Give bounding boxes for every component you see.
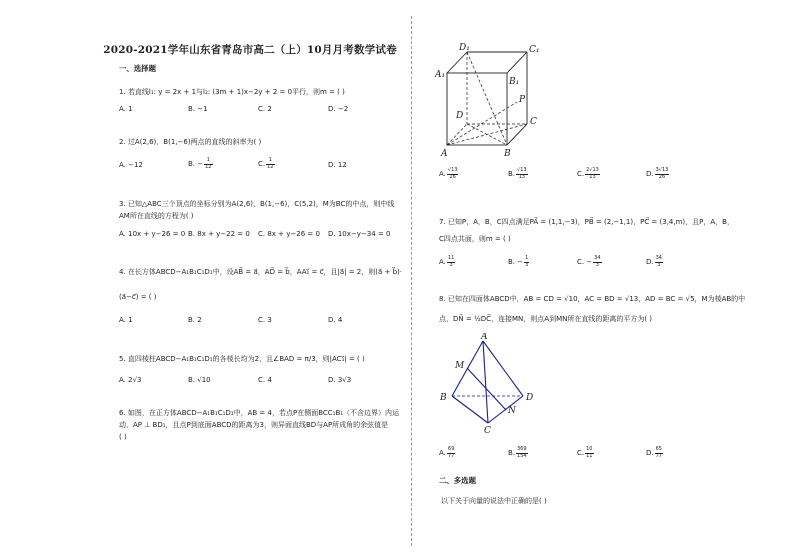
q7-b-prefix: B. − xyxy=(508,258,524,266)
exam-title: 2020-2021学年山东省青岛市高二（上）10月月考数学试卷 xyxy=(103,44,397,56)
question-5-stem: 5. 直四棱柱ABCD−A₁B₁C₁D₁的各棱长均为2，且∠BAD = π/3，则|AC₁⃗| = ( ) xyxy=(119,355,365,363)
q6-c-num: 2√13 xyxy=(586,167,599,173)
q3-option-c[interactable]: C. 8x + y−26 = 0 xyxy=(258,230,320,238)
q8-a-den: 77 xyxy=(447,452,455,459)
cube-hidden-ad xyxy=(447,124,467,145)
q7-d-prefix: D. xyxy=(646,258,654,266)
tetra-edge-ad xyxy=(483,341,523,396)
q7-option-b[interactable] xyxy=(508,256,529,268)
q5-option-c[interactable]: C. 4 xyxy=(258,376,272,384)
question-8-stem-line2: 点，DN⃗ = ½DC⃗，连接MN，则点A到MN所在直线的距离的平方为( ) xyxy=(439,315,653,323)
q6-a-den: 26 xyxy=(449,173,456,180)
q6-option-d[interactable] xyxy=(646,168,669,180)
cube-line-ac xyxy=(447,124,527,145)
q4-option-c[interactable]: C. 3 xyxy=(258,316,272,324)
q6-d-prefix: D. xyxy=(646,170,654,178)
q2-b-prefix: B. − xyxy=(188,160,204,168)
cube-label-d: D xyxy=(456,111,464,121)
q8-d-den: 77 xyxy=(655,452,662,459)
q2-c-den: 12 xyxy=(267,163,274,170)
q2-b-num: 1 xyxy=(204,158,212,165)
q7-a-num: 11 xyxy=(447,255,455,261)
q1-option-c[interactable]: C. 2 xyxy=(258,105,272,113)
q8-c-prefix: C. xyxy=(577,449,585,457)
tetrahedron-figure xyxy=(435,333,545,435)
cube-front-face xyxy=(447,73,507,145)
q8-d-prefix: D. xyxy=(646,449,654,457)
q3-option-b[interactable]: B. 8x + y−22 = 0 xyxy=(188,230,250,238)
cube-figure xyxy=(432,40,544,158)
q6-option-a[interactable] xyxy=(439,168,458,180)
q6-a-prefix: A. xyxy=(439,170,446,178)
section-heading-choice: 一、选择题 xyxy=(119,64,156,73)
q8-a-prefix: A. xyxy=(439,449,446,457)
q7-a-prefix: A. xyxy=(439,258,446,266)
q1-option-b[interactable]: B. −1 xyxy=(188,105,208,113)
question-8-stem-line1: 8. 已知在四面体ABCD中，AB = CD = √10，AC = BD = √13，AD = BC = √5，M为棱AB的中 xyxy=(439,295,746,303)
cube-edge-b1c1 xyxy=(507,52,527,73)
question-3-stem-line2: AM所在直线的方程为( ) xyxy=(119,212,194,220)
q6-c-den: 13 xyxy=(589,173,596,180)
tetra-edge-bc xyxy=(452,396,488,423)
q6-b-fraction xyxy=(516,168,528,180)
cube-label-p: P xyxy=(519,95,526,105)
q2-option-a[interactable]: A. −12 xyxy=(119,161,143,169)
q7-c-num: 34 xyxy=(594,255,601,261)
q6-b-den: 13 xyxy=(518,173,525,180)
q7-b-den: 3 xyxy=(525,261,529,268)
q2-c-fraction xyxy=(266,158,274,170)
q7-option-a[interactable] xyxy=(439,256,455,268)
q5-option-a[interactable]: A. 2√3 xyxy=(119,376,142,384)
q8-c-num: 10 xyxy=(586,446,593,452)
section-heading-multi: 二、多选题 xyxy=(439,476,476,485)
q8-a-num: 69 xyxy=(447,446,455,452)
question-4-stem-line1: 4. 在长方体ABCD−A₁B₁C₁D₁中，设AB⃗ = a⃗，AD⃗ = b⃗，AA₁⃗ = c⃗，且|a⃗| = 2，则(a⃗ + b⃗)· xyxy=(119,268,402,276)
q2-b-fraction xyxy=(204,158,212,170)
q6-c-prefix: C. xyxy=(577,170,585,178)
q7-a-den: 3 xyxy=(449,261,453,268)
q7-option-d[interactable] xyxy=(646,256,663,268)
cube-label-c1: C₁ xyxy=(529,45,540,55)
tetra-edge-ac xyxy=(483,341,488,423)
q1-option-d[interactable]: D. −2 xyxy=(328,105,349,113)
cube-label-b1: B₁ xyxy=(509,77,520,87)
tetra-label-b: B xyxy=(440,393,447,403)
q6-d-fraction xyxy=(655,168,670,180)
q2-c-num: 1 xyxy=(266,158,274,165)
q2-b-den: 12 xyxy=(205,163,212,170)
q7-c-prefix: C. − xyxy=(577,258,593,266)
question-7-stem-line1: 7. 已知P，A，B，C四点满足PA⃗ = (1,1,−3)，PB⃗ = (2,−1,1)，PC⃗ = (3,4,m)，且P，A，B， xyxy=(439,218,734,226)
cube-label-a1: A₁ xyxy=(435,70,446,80)
q8-option-c[interactable] xyxy=(577,447,594,459)
q8-d-num: 65 xyxy=(655,446,662,452)
cube-label-d1: D₁ xyxy=(459,43,470,53)
q3-option-a[interactable]: A. 10x + y−26 = 0 xyxy=(119,230,186,238)
q7-b-fraction xyxy=(524,256,529,268)
q8-b-prefix: B. xyxy=(508,449,516,457)
q7-b-num: 1 xyxy=(525,255,529,261)
q8-b-num: 369 xyxy=(517,446,527,452)
q5-option-b[interactable]: B. √10 xyxy=(188,376,211,384)
q8-c-fraction xyxy=(585,447,593,459)
question-6-stem-line1: 6. 如图，在正方体ABCD−A₁B₁C₁D₁中，AB = 4，若点P在侧面BCC₁B₁（不含边界）内运 xyxy=(119,409,400,417)
q8-option-b[interactable] xyxy=(508,447,528,459)
q2-option-d[interactable]: D. 12 xyxy=(328,161,347,169)
q8-a-fraction xyxy=(447,447,455,459)
q1-option-a[interactable]: A. 1 xyxy=(119,105,133,113)
q6-d-den: 26 xyxy=(658,173,666,180)
q5-option-d[interactable]: D. 3√3 xyxy=(328,376,352,384)
tetra-label-n: N xyxy=(508,406,516,416)
q6-d-num: 3√13 xyxy=(655,167,669,173)
q8-d-fraction xyxy=(655,447,663,459)
question-7-stem-line2: C四点共面，则m = ( ) xyxy=(439,235,511,243)
column-divider xyxy=(411,16,412,546)
q8-c-den: 11 xyxy=(586,452,593,459)
q6-b-prefix: B. xyxy=(508,170,516,178)
q8-b-den: 154 xyxy=(517,452,527,459)
q7-d-num: 34 xyxy=(655,255,662,261)
q3-option-d[interactable]: D. 10x−y−34 = 0 xyxy=(328,230,391,238)
q6-c-fraction xyxy=(585,168,600,180)
q8-b-fraction xyxy=(516,447,528,459)
question-6-stem-line3: ( ) xyxy=(119,433,127,441)
q8-option-a[interactable] xyxy=(439,447,455,459)
q7-d-den: 3 xyxy=(657,261,661,268)
q6-a-num: √13 xyxy=(447,167,458,173)
tetra-label-m: M xyxy=(455,361,465,371)
tetra-label-d: D xyxy=(526,393,534,403)
tetra-label-a: A xyxy=(481,333,488,342)
cube-edge-bc xyxy=(507,124,527,145)
question-3-stem-line1: 3. 已知△ABC三个顶点的坐标分别为A(2,6)，B(1,−6)，C(5,2)，M为BC的中点，则中线 xyxy=(119,200,395,208)
question-2-stem: 2. 过A(2,6)，B(1,−6)两点的直线的斜率为( ) xyxy=(119,138,262,146)
q6-option-c[interactable] xyxy=(577,168,600,180)
cube-line-ap xyxy=(447,102,517,145)
cube-label-b: B xyxy=(504,149,511,158)
q6-option-b[interactable] xyxy=(508,168,528,180)
q4-option-d[interactable]: D. 4 xyxy=(328,316,343,324)
q7-c-fraction xyxy=(593,256,601,268)
q4-option-a[interactable]: A. 1 xyxy=(119,316,133,324)
tetra-label-c: C xyxy=(484,426,491,435)
q7-c-den: 3 xyxy=(595,261,599,268)
cube-edge-a1d1 xyxy=(447,52,467,73)
q7-d-fraction xyxy=(655,256,663,268)
cube-label-c: C xyxy=(530,117,537,127)
question-6-stem-line2: 动，AP ⊥ BD₁，且点P到底面ABCD的距离为3，则异面直线BD与AP所成角的余弦值是 xyxy=(119,421,389,429)
q7-option-c[interactable] xyxy=(577,256,602,268)
cube-label-a: A xyxy=(441,149,448,158)
q4-option-b[interactable]: B. 2 xyxy=(188,316,202,324)
question-1-stem: 1. 若直线l₁: y = 2x + 1与l₂: (3m + 1)x−2y + 2 = 0平行，则m = ( ) xyxy=(119,88,345,96)
q6-a-fraction xyxy=(447,168,459,180)
q2-c-prefix: C. xyxy=(258,160,266,168)
q6-b-num: √13 xyxy=(517,167,527,173)
q7-a-fraction xyxy=(447,256,455,268)
question-9-stem: 以下关于向量的说法中正确的是( ) xyxy=(441,497,547,505)
q2-option-c[interactable] xyxy=(258,158,275,170)
question-4-stem-line2: (a⃗−c⃗) = ( ) xyxy=(119,293,157,301)
q8-option-d[interactable] xyxy=(646,447,663,459)
q2-option-b[interactable] xyxy=(188,158,213,170)
